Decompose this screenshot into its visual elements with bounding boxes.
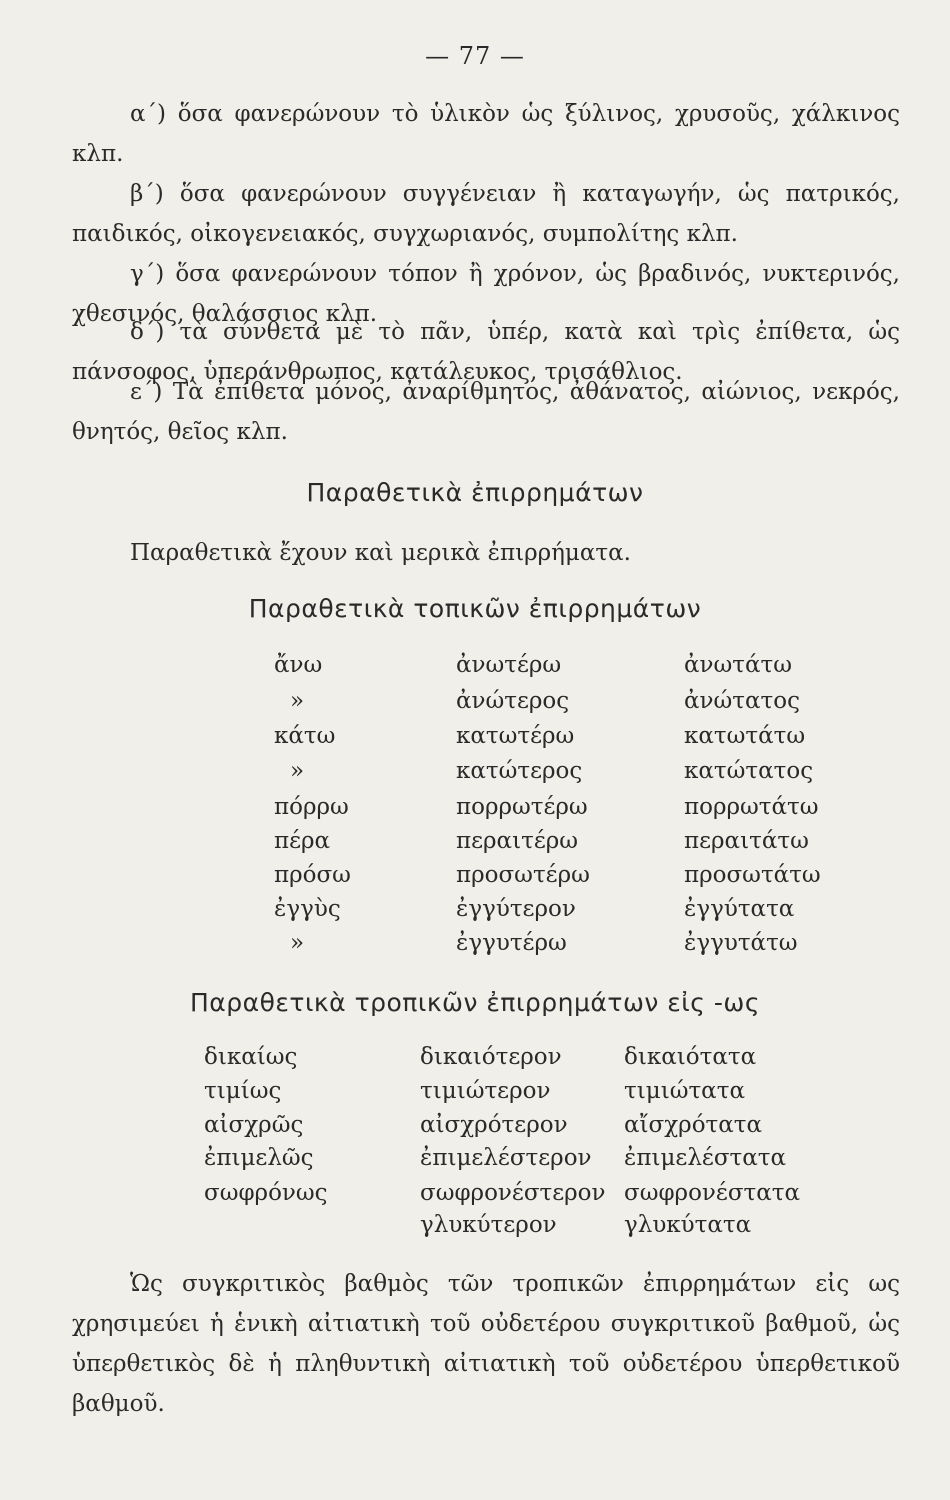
- superlative-cell: δικαιότατα: [624, 1044, 757, 1070]
- comparative-cell: σωφρονέστερον: [420, 1180, 606, 1206]
- paragraph-alpha: α΄) ὅσα φανερώνουν τὸ ὑλικὸν ὡς ξύλινος, χρυσοῦς, χάλκινος κλπ.: [72, 101, 900, 167]
- paragraph-beta: β΄) ὅσα φανερώνουν συγγένειαν ἢ καταγωγήν, ὡς πατρικός, παιδικός, οἰκογενειακός, συγχωριανός, συμπολίτης κλπ.: [72, 181, 900, 247]
- comparative-cell: ἀνωτέρω: [456, 652, 562, 678]
- comparative-cell: προσωτέρω: [456, 862, 590, 888]
- positive-cell: δικαίως: [204, 1044, 298, 1070]
- positive-cell: τιμίως: [204, 1078, 282, 1104]
- table-row: [0, 688, 950, 718]
- comparative-cell: ἐπιμελέστερον: [420, 1145, 592, 1171]
- superlative-cell: σωφρονέστατα: [624, 1180, 801, 1206]
- superlative-cell: ἀνώτατος: [684, 688, 800, 714]
- positive-cell: αἰσχρῶς: [204, 1112, 304, 1138]
- positive-cell: πόρρω: [274, 794, 349, 820]
- comparative-cell: κατώτερος: [456, 758, 583, 784]
- comparative-cell: δικαιότερον: [420, 1044, 562, 1070]
- table-row: [0, 652, 950, 682]
- table-row: [0, 1112, 950, 1142]
- superlative-cell: τιμιώτατα: [624, 1078, 745, 1104]
- paragraph-epsilon: ε΄) Τὰ ἐπίθετα μόνος, ἀναρίθμητος, ἀθάνατος, αἰώνιος, νεκρός, θνητός, θεῖος κλπ.: [72, 379, 900, 445]
- comparative-cell: τιμιώτερον: [420, 1078, 551, 1104]
- intro-text: Παραθετικὰ ἔχουν καὶ μερικὰ ἐπιρρήματα.: [130, 540, 631, 566]
- table-row: [0, 828, 950, 858]
- superlative-cell: ἐπιμελέστατα: [624, 1145, 787, 1171]
- paragraph-gamma: γ΄) ὅσα φανερώνουν τόπον ἢ χρόνον, ὡς βραδινός, νυκτερινός, χθεσινός, θαλάσσιος κλπ.: [72, 261, 900, 327]
- table-row: [0, 723, 950, 753]
- paragraph-delta: δ΄) τὰ σύνθετα μὲ τὸ πᾶν, ὑπέρ, κατὰ καὶ τρὶς ἐπίθετα, ὡς πάνσοφος, ὑπεράνθρωπος, κατάλευκος, τρισάθλιος.: [72, 319, 900, 385]
- comparative-cell: κατωτέρω: [456, 723, 575, 749]
- superlative-cell: κατωτάτω: [684, 723, 806, 749]
- positive-cell: »: [290, 758, 305, 784]
- superlative-cell: ἐγγύτατα: [684, 896, 795, 922]
- table-row: [0, 758, 950, 788]
- comparative-cell: ἐγγύτερον: [456, 896, 576, 922]
- heading-modal-adverbs: Παραθετικὰ τροπικῶν ἐπιρρημάτων εἰς -ως: [189, 988, 761, 1017]
- positive-cell: σωφρόνως: [204, 1180, 328, 1206]
- positive-cell: ἐπιμελῶς: [204, 1145, 314, 1171]
- table-row: [0, 862, 950, 892]
- positive-cell: κάτω: [274, 723, 336, 749]
- superlative-cell: γλυκύτατα: [624, 1212, 752, 1238]
- comparative-cell: περαιτέρω: [456, 828, 579, 854]
- table-row: [0, 1044, 950, 1074]
- table-row: [0, 1180, 950, 1210]
- heading-comparatives-adverbs: Παραθετικὰ ἐπιρρημάτων: [306, 478, 644, 507]
- superlative-cell: κατώτατος: [684, 758, 814, 784]
- heading-local-adverbs: Παραθετικὰ τοπικῶν ἐπιρρημάτων: [248, 594, 702, 623]
- comparative-cell: ἐγγυτέρω: [456, 930, 567, 956]
- page-number: — 77 —: [425, 42, 525, 70]
- positive-cell: πέρα: [274, 828, 331, 854]
- positive-cell: »: [290, 688, 305, 714]
- comparative-cell: γλυκύτερον: [420, 1212, 557, 1238]
- closing-paragraph: Ὡς συγκριτικὸς βαθμὸς τῶν τροπικῶν ἐπιρρημάτων εἰς ως χρησιμεύει ἡ ἑνικὴ αἰτιατικὴ τοῦ οὐδετέρου συγκριτικοῦ βαθμοῦ, ὡς ὑπερθετικὸς δὲ ἡ πληθυντικὴ αἰτιατικὴ τοῦ οὐδετέρου ὑπερθετικοῦ βαθμοῦ.: [72, 1271, 900, 1417]
- positive-cell: πρόσω: [274, 862, 351, 888]
- comparative-cell: ἀνώτερος: [456, 688, 570, 714]
- comparative-cell: αἰσχρότερον: [420, 1112, 568, 1138]
- table-row: [0, 930, 950, 960]
- table-row: [0, 1145, 950, 1175]
- positive-cell: »: [290, 930, 305, 956]
- superlative-cell: αἴσχρότατα: [624, 1112, 763, 1138]
- superlative-cell: ἀνωτάτω: [684, 652, 793, 678]
- positive-cell: ἐγγὺς: [274, 896, 341, 922]
- table-row: [0, 1212, 950, 1242]
- superlative-cell: πορρωτάτω: [684, 794, 819, 820]
- positive-cell: ἄνω: [274, 652, 323, 678]
- superlative-cell: προσωτάτω: [684, 862, 821, 888]
- table-row: [0, 794, 950, 824]
- superlative-cell: ἐγγυτάτω: [684, 930, 798, 956]
- table-row: [0, 1078, 950, 1108]
- comparative-cell: πορρωτέρω: [456, 794, 588, 820]
- table-row: [0, 896, 950, 926]
- superlative-cell: περαιτάτω: [684, 828, 809, 854]
